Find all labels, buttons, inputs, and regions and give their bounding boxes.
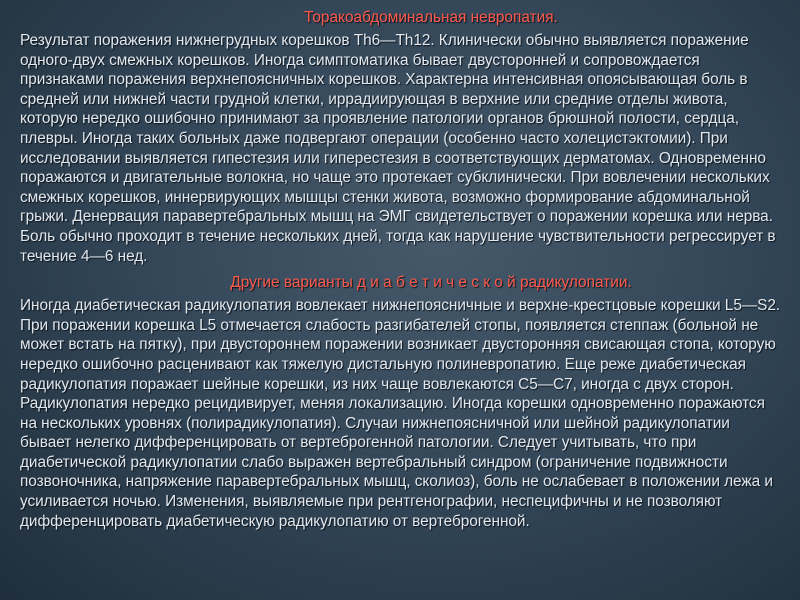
section-heading-other-variants: Другие варианты д и а б е т и ч е с к о й радикулопатии. — [230, 274, 632, 292]
slide-content — [20, 8, 782, 596]
section-heading-thoracoabdominal: Торакоабдоминальная невропатия. — [304, 9, 558, 26]
paragraph-other-variants: Иногда диабетическая радикулопатия вовлекает нижнепоясничные и верхне-крестцовые корешки L5—S2. При поражении корешка L5 отмечается слабость разгибателей стопы, появляется степпаж (больной не может встать на пятку), при двустороннем поражении возникает двусторонняя свисающая стопа, которую нередко ошибочно расценивают как тяжелую дистальную полиневропатию. Еще реже диабетическая радикулопатия поражает шейные корешки, из них чаще вовлекаются C5—C7, иногда с двух сторон. Радикулопатия нередко рецидивирует, меняя локализацию. Иногда корешки одновременно поражаются на нескольких уровнях (полирадикулопатия). Случаи нижнепоясничной или шейной радикулопатии бывает нелегко дифференцировать от вертеброгенной патологии. Следует учитывать, что при диабетической радикулопатии слабо выражен вертебральный синдром (ограничение подвижности позвоночника, напряжение паравертебральных мышц, сколиоз), боль не ослабевает в положении лежа и усиливается ночью. Изменения, выявляемые при рентгенографии, неспецифичны и не позволяют дифференцировать диабетическую радикулопатию от вертеброгенной. — [20, 297, 781, 530]
paragraph-thoracoabdominal: Результат поражения нижнегрудных корешков Th6—Th12. Клинически обычно выявляется поражение одного-двух смежных корешков. Иногда симптоматика бывает двусторонней и сопровождается признаками поражения верхнепоясничных корешков. Характерна интенсивная опоясывающая боль в средней или нижней части грудной клетки, иррадиирующая в верхние или средние отделы живота, которую нередко ошибочно принимают за проявление патологии органов брюшной полости, сердца, плевры. Иногда таких больных даже подвергают операции (особенно часто холецистэктомии). При исследовании выявляется гипестезия или гиперестезия в соответствующих дерматомах. Одновременно поражаются и двигательные волокна, но чаще это протекает субклинически. При вовлечении нескольких смежных корешков, иннервирующих мышцы стенки живота, возможно формирование абдоминальной грыжи. Денервация паравертебральных мышц на ЭМГ свидетельствует о поражении корешка или нерва. Боль обычно проходит в течение нескольких дней, тогда как нарушение чувствительности регрессирует в течение 4—6 нед. — [20, 32, 776, 265]
